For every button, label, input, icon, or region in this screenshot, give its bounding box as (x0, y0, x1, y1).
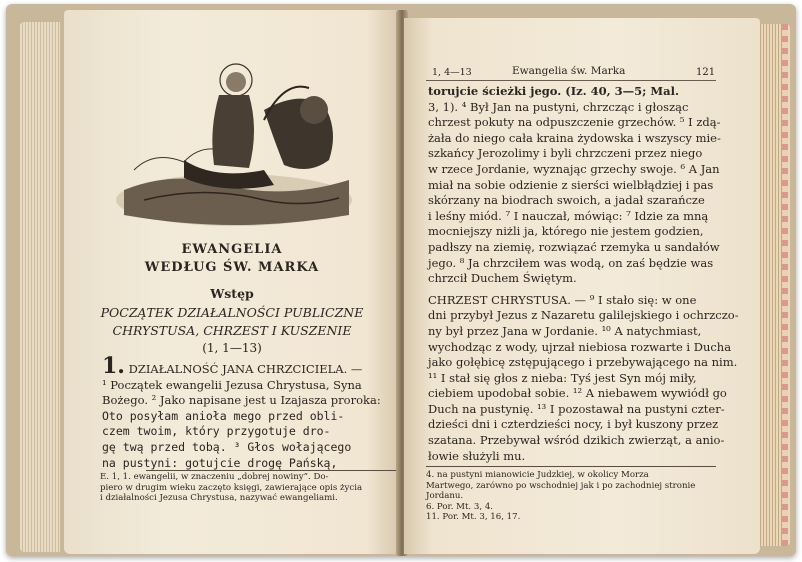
text-line: skórzany na biodrach swoich, a jadał szarańcze (428, 193, 705, 208)
footnote-line: E. 1, 1. ewangelii, w znaczeniu „dobrej nowiny”. Do- (100, 472, 329, 482)
text-line: Oto posyłam anioła mego przed obli- (102, 408, 345, 423)
text-line: ny był przez Jana w Jordanie. ¹⁰ A natychmiast, (428, 323, 702, 338)
text-line: dni przybył Jezus z Nazaretu galilejskiego i ochrzczo- (428, 308, 739, 323)
text-line: 3, 1). ⁴ Był Jan na pustyni, chrzcząc i głosząc (428, 99, 689, 114)
text-line: chrzcił Duchem Świętym. (428, 271, 577, 286)
text-line: padłszy na ziemię, rozwiązać rzemyka u sandałów (428, 239, 720, 254)
footnote-line: 4. na pustyni mianowicie Judzkiej, w okolicy Morza (426, 470, 649, 480)
text-line: ¹ Początek ewangelii Jezusa Chrystusa, Syna (102, 377, 362, 392)
text-line: wychodząc z wody, ujrzał niebiosa rozwarte i Ducha (428, 339, 732, 354)
footnote-divider (426, 466, 716, 467)
intro-heading: Wstęp (210, 286, 254, 301)
right-page (404, 18, 760, 554)
text-line: gę twą przed tobą. ³ Głos wołającego (102, 439, 352, 454)
footnote-line: 11. Por. Mt. 3, 16, 17. (426, 512, 521, 522)
text-line: mocniejszy niżli ja, którego nie jestem godzien, (428, 224, 704, 239)
text-line: ciebiem upodobał sobie. ¹² A niebawem wywiódł go (428, 386, 727, 401)
left-page (64, 10, 400, 554)
footnote-line: Martwego, zarówno po wschodniej jak i po zachodniej stronie (426, 480, 696, 491)
section-title-line1: POCZĄTEK DZIAŁALNOŚCI PUBLICZNE (100, 305, 364, 320)
text-line: na pustyni: gotujcie drogę Pańską, (102, 455, 338, 470)
saint-mark-lion-illustration (114, 50, 354, 230)
right-footnotes (426, 470, 722, 523)
text-line: łowie służyli mu. (428, 448, 526, 463)
text-line: szkańcy Jerozolimy i byli chrzczeni przez niego (428, 146, 703, 161)
section-reference: (1, 1—13) (202, 341, 262, 355)
text-line: Duch na pustynię. ¹³ I pozostawał na pustyni czter- (428, 401, 725, 416)
footnote-divider (146, 470, 400, 471)
text-line: torujcie ścieżki jego. (Iz. 40, 3—5; Mal. (428, 84, 679, 98)
text-line: żała do niego cała kraina żydowska i wszyscy mie- (428, 130, 721, 145)
page-edges-left (20, 22, 60, 552)
footnote-line: piero w drugim wieku zaczęto księgi, zawierające opis życia (100, 482, 363, 493)
chapter-number: 1. (102, 353, 125, 379)
page-edges-right (758, 24, 790, 546)
left-body-text (102, 353, 392, 471)
text-line: chrzest pokuty na odpuszczenie grzechów. ⁵ I zdą- (428, 115, 721, 130)
text-line: jego. ⁸ Ja chrzciłem was wodą, on zaś będzie was (428, 255, 714, 270)
text-line: ¹¹ I stał się głos z nieba: Tyś jest Syn mój miły, (428, 370, 697, 385)
text-line: w rzece Jordanie, wyznając grzechy swoje. ⁶ A Jan (428, 161, 720, 176)
running-header-ref: 1, 4—13 (432, 67, 472, 78)
text-line: i leśny miód. ⁷ I nauczał, mówiąc: ⁷ Idzie za mną (428, 208, 709, 223)
right-body-text (428, 84, 739, 464)
footnote-line: i działalności Jezusa Chrystusa, nazywać ewangeliami. (100, 493, 338, 503)
section-heading-chrzest: CHRZEST CHRYSTUSA. — ⁹ I stało się: w one (428, 292, 697, 307)
text-line: miał na sobie odzienie z sierści wielbłądziej i pas (428, 177, 714, 192)
left-footnotes (100, 472, 390, 504)
text-line: DZIAŁALNOŚĆ JANA CHRZCICIELA. — (128, 362, 363, 376)
footnote-line: Jordanu. (426, 491, 464, 501)
gospel-title-line1: EWANGELIA (181, 242, 283, 257)
text-line: jako gołębicę zstępującego i przebywającego na nim. (428, 355, 738, 370)
gospel-title-line2: WEDŁUG ŚW. MARKA (144, 260, 320, 275)
section-title-line2: CHRYSTUSA, CHRZEST I KUSZENIE (112, 323, 352, 338)
page-number: 121 (696, 67, 716, 78)
open-book (6, 4, 796, 556)
footnote-line: 6. Por. Mt. 3, 4. (426, 501, 494, 512)
header-divider (426, 80, 716, 81)
running-header-title: Ewangelia św. Marka (512, 65, 626, 77)
text-line: czem twoim, który przygotuje dro- (102, 424, 331, 439)
text-line: Bożego. ² Jako napisane jest u Izajasza proroka: (102, 393, 381, 408)
text-line: dzieści dni i czterdzieści nocy, i był kuszony przez (428, 417, 719, 432)
text-line: szatana. Przebywał wśród dzikich zwierząt, a anio- (428, 433, 725, 448)
